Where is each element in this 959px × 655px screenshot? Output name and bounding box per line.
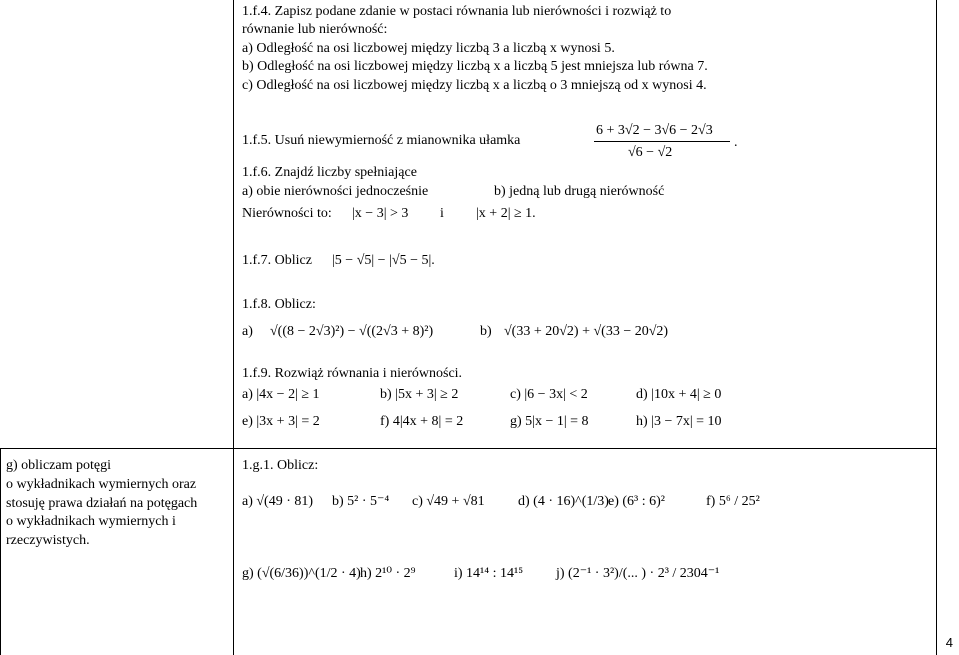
ex-g1-c: c) √49 + √81 [412, 494, 485, 509]
ex-f9-row2-h: h) |3 − 7x| = 10 [636, 414, 722, 429]
ex-f6-a: a) obie nierówności jednocześnie [242, 184, 429, 199]
ex-f9-row1-c: c) |6 − 3x| < 2 [510, 387, 588, 402]
ex-g1-a: a) √(49 · 81) [242, 494, 314, 509]
ex-f5-end: . [734, 135, 738, 150]
ex-f5-label: 1.f.5. Usuń niewymierność z mianownika ułamka [242, 133, 521, 148]
ex-f9-row2-e: e) |3x + 3| = 2 [242, 414, 320, 429]
ex-g1-h: h) 2¹⁰ · 2⁹ [360, 566, 416, 581]
ex-f6-ineq-label: Nierówności to: [242, 206, 332, 221]
table-left-border [233, 0, 234, 655]
ex-g1-i: i) 14¹⁴ : 14¹⁵ [454, 566, 524, 581]
ex-f9-label: 1.f.9. Rozwiąż równania i nierówności. [242, 366, 463, 381]
ex-f6-b: b) jedną lub drugą nierówność [494, 184, 665, 199]
ex-f5-fraction-bar [594, 141, 730, 142]
ex-g1-j: j) (2⁻¹ · 3²)/(... ) · 2³ / 2304⁻¹ [556, 566, 720, 581]
table-outer-left-border [0, 448, 1, 655]
ex-g1-f: f) 5⁶ / 25² [706, 494, 760, 509]
ex-g1-d: d) (4 · 16)^(1/3) [518, 494, 609, 509]
ex-f7-expr: |5 − √5| − |√5 − 5|. [332, 253, 435, 268]
ex-f8-b-expr: √(33 + 20√2) + √(33 − 20√2) [504, 324, 669, 339]
ex-f6-connector: i [440, 206, 444, 221]
ex-f9-row2-f: f) 4|4x + 8| = 2 [380, 414, 464, 429]
ex-f4-b: b) Odległość na osi liczbowej między liczbą x a liczbą 5 jest mniejsza lub równa 7. [242, 59, 708, 74]
left-note-line-3: stosuję prawa działań na potęgach [6, 496, 198, 511]
ex-f6-ineq1: |x − 3| > 3 [352, 206, 409, 221]
ex-g1-label: 1.g.1. Oblicz: [242, 458, 319, 473]
ex-f4-title: 1.f.4. Zapisz podane zdanie w postaci równania lub nierówności i rozwiąż to [242, 4, 672, 19]
ex-f4-c: c) Odległość na osi liczbowej między liczbą x a liczbą o 3 mniejszą od x wynosi 4. [242, 78, 707, 93]
table-right-border [936, 0, 937, 655]
ex-f8-b-label: b) [480, 324, 492, 339]
ex-f4-a: a) Odległość na osi liczbowej między liczbą 3 a liczbą x wynosi 5. [242, 41, 615, 56]
ex-f5-numerator: 6 + 3√2 − 3√6 − 2√3 [596, 123, 713, 138]
ex-g1-b: b) 5² · 5⁻⁴ [332, 494, 390, 509]
ex-f7-label: 1.f.7. Oblicz [242, 253, 312, 268]
ex-f9-row1-a: a) |4x − 2| ≥ 1 [242, 387, 320, 402]
ex-g1-e: e) (6³ : 6)² [608, 494, 665, 509]
ex-f5-denominator: √6 − √2 [628, 145, 673, 160]
row-divider [0, 448, 937, 449]
ex-f9-row2-g: g) 5|x − 1| = 8 [510, 414, 589, 429]
left-note-line-1: g) obliczam potęgi [6, 458, 111, 473]
left-note-line-4: o wykładnikach wymiernych i [6, 514, 176, 529]
ex-f8-label: 1.f.8. Oblicz: [242, 297, 316, 312]
ex-f8-a-label: a) [242, 324, 253, 339]
page-number: 4 [945, 635, 953, 650]
left-note-line-5: rzeczywistych. [6, 533, 90, 548]
ex-f6-label: 1.f.6. Znajdź liczby spełniające [242, 165, 417, 180]
ex-f9-row1-d: d) |10x + 4| ≥ 0 [636, 387, 722, 402]
ex-g1-g: g) (√(6/36))^(1/2 · 4) [242, 566, 361, 581]
ex-f8-a-expr: √((8 − 2√3)²) − √((2√3 + 8)²) [270, 324, 434, 339]
ex-f4-line2: równanie lub nierówność: [242, 22, 388, 37]
ex-f9-row1-b: b) |5x + 3| ≥ 2 [380, 387, 459, 402]
ex-f6-ineq2: |x + 2| ≥ 1. [476, 206, 536, 221]
left-note-line-2: o wykładnikach wymiernych oraz [6, 477, 197, 492]
